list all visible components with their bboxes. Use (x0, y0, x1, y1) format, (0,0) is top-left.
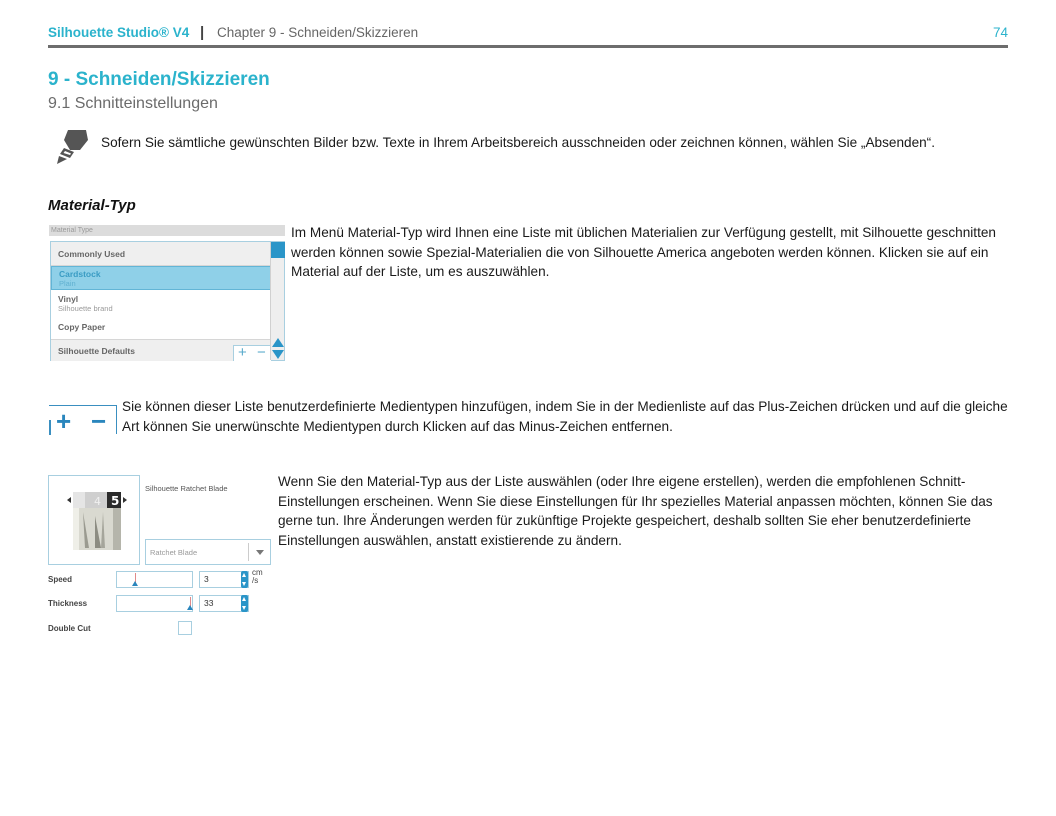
material-type-panel-title: Material Type (49, 225, 285, 236)
material-type-panel (49, 225, 286, 362)
svg-text:5: 5 (111, 494, 120, 508)
material-list[interactable] (50, 241, 285, 361)
header-separator: | (200, 24, 205, 41)
add-material-button[interactable]: + (238, 344, 247, 361)
blade-type-value: Ratchet Blade (150, 548, 198, 557)
speed-slider-handle[interactable] (132, 581, 138, 586)
speed-stepper[interactable] (241, 571, 248, 588)
chevron-down-icon[interactable] (256, 550, 264, 555)
svg-text:4: 4 (94, 495, 101, 508)
page-header (48, 24, 1008, 48)
speed-slider[interactable] (116, 571, 193, 588)
list-group-silhouette-defaults[interactable]: Silhouette Defaults (51, 339, 271, 361)
scroll-up-icon[interactable] (272, 338, 284, 347)
pen-icon (52, 126, 92, 166)
chapter-title: Chapter 9 - Schneiden/Skizzieren (217, 25, 419, 40)
thickness-slider-handle[interactable] (187, 605, 193, 610)
plus-icon: + (56, 406, 72, 436)
double-cut-label: Double Cut (48, 624, 91, 633)
cut-settings-panel (48, 475, 278, 643)
list-scrollbar[interactable] (270, 242, 284, 360)
material-type-heading: Material-Typ (48, 197, 136, 214)
thickness-stepper[interactable] (241, 595, 248, 612)
plus-minus-illustration (49, 405, 117, 434)
scrollbar-thumb[interactable] (271, 242, 285, 258)
double-cut-checkbox[interactable] (178, 621, 192, 635)
remove-material-button[interactable]: − (257, 344, 266, 361)
thickness-label: Thickness (48, 599, 88, 608)
blade-type-select[interactable] (145, 539, 271, 565)
list-item-cardstock[interactable]: Cardstock Plain (51, 266, 271, 290)
list-item-copy-paper[interactable]: Copy Paper (58, 322, 106, 332)
list-item-vinyl[interactable]: Vinyl Silhouette brand (58, 294, 113, 313)
section-title: 9 - Schneiden/Skizzieren (48, 69, 270, 90)
page-number: 74 (992, 25, 1008, 40)
add-remove-description: Sie können dieser Liste benutzerdefinierte Medientypen hinzufügen, indem Sie in der Medienliste auf das Plus-Zeichen drücken und auf die gleiche Art können Sie unerwünschte Medientypen durch Klicken auf das Minus-Zeichen entfernen. (122, 399, 1008, 434)
speed-unit: cm /s (252, 568, 263, 585)
scroll-down-icon[interactable] (272, 350, 284, 359)
list-add-remove-controls (233, 345, 271, 361)
thickness-slider[interactable] (116, 595, 193, 612)
cut-settings-description: Wenn Sie den Material-Typ aus der Liste auswählen (oder Ihre eigene erstellen), werden die empfohlenen Schnitt-Einstellungen erscheinen. Wenn Sie diese Einstellungen für Ihr spezielles Material anpassen möchten, können Sie das gerne tun. Ihre Änderungen werden für zukünftige Projekte gespeichert, deshalb sollten Sie eher benutzerdefinierte Einstellungen auswählen, anstatt existierende zu ändern. (278, 474, 993, 548)
blade-name: Silhouette Ratchet Blade (145, 484, 228, 493)
brand-title: Silhouette Studio® V4 (48, 25, 190, 40)
intro-text: Sofern Sie sämtliche gewünschten Bilder bzw. Texte in Ihrem Arbeitsbereich ausschneiden oder zeichnen können, wählen Sie „Absenden“. (101, 135, 935, 150)
thickness-input[interactable]: 33 (199, 595, 249, 612)
speed-label: Speed (48, 575, 73, 584)
minus-icon: − (91, 406, 107, 436)
list-group-commonly-used[interactable]: Commonly Used (51, 242, 271, 266)
section-subtitle: 9.1 Schnitteinstellungen (48, 95, 218, 112)
speed-input[interactable]: 3 (199, 571, 249, 588)
material-type-description: Im Menü Material-Typ wird Ihnen eine Liste mit üblichen Materialien zur Verfügung gestellt, mit Silhouette geschnitten werden können sowie Spezial-Materialien die von Silhouette America angeboten werden können. Klicken sie auf ein Material auf der Liste, um es auszuwählen. (291, 225, 996, 279)
blade-image (48, 475, 140, 565)
